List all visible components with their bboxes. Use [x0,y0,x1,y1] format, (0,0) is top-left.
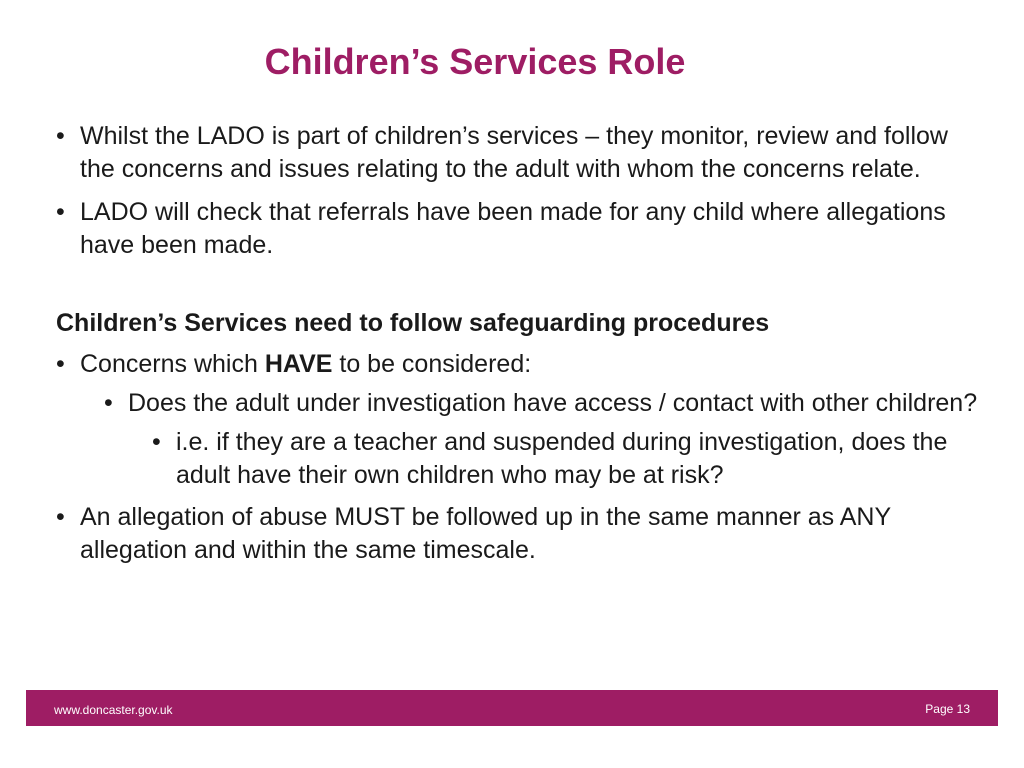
sub-sub-bullet-text: i.e. if they are a teacher and suspended during investigation, does the adult have their own children who may be at risk? [176,428,948,489]
concerns-suffix: to be considered: [332,350,532,378]
bullet-dot-icon: • [152,428,161,456]
bullet-item [56,120,986,186]
page-number: Page 13 [925,702,970,716]
bullet-dot-icon: • [56,122,65,150]
bullet-item [56,348,986,381]
bullet-dot-icon: • [104,389,113,417]
footer-url: www.doncaster.gov.uk [54,703,173,717]
bullet-dot-icon: • [56,503,65,531]
bullet-text: LADO will check that referrals have been made for any child where allegations have been made. [80,198,946,259]
bullet-item [56,501,986,567]
slide-content [56,120,986,567]
sub-bullet-item [104,387,986,420]
bullet-text: An allegation of abuse MUST be followed up in the same manner as ANY allegation and within the same timescale. [80,503,891,564]
bullet-text: Whilst the LADO is part of children’s services – they monitor, review and follow the concerns and issues relating to the adult with whom the concerns relate. [80,122,948,183]
bullet-dot-icon: • [56,350,65,378]
concerns-prefix: Concerns which [80,350,265,378]
footer-bar [26,690,998,726]
section-heading: Children’s Services need to follow safeguarding procedures [56,309,770,337]
bullet-item [56,196,986,262]
slide-title: Children’s Services Role [264,41,686,82]
bullet-dot-icon: • [56,198,65,226]
concerns-emphasis: HAVE [264,350,333,378]
sub-sub-bullet-item [152,426,986,492]
sub-bullet-text: Does the adult under investigation have access / contact with other children? [128,389,978,417]
